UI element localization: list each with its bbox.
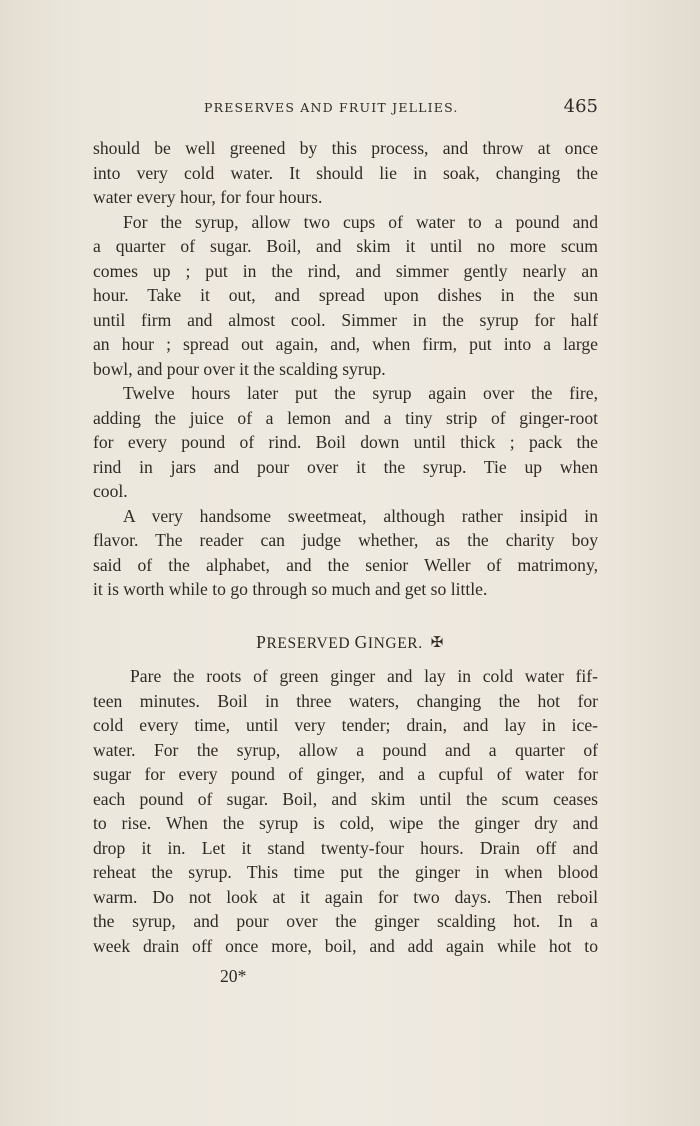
text-line: comes up ; put in the rind, and simmer gently nearly an	[93, 260, 598, 281]
text-line: For the syrup, allow two cups of water to a pound and	[123, 211, 598, 232]
text-line: a quarter of sugar. Boil, and skim it until no more scum	[93, 236, 598, 256]
text-line: for every pound of rind. Boil down until thick ; pack the	[93, 432, 598, 452]
text-line: cool.	[93, 481, 128, 501]
section-heading	[0, 632, 700, 653]
text-line: said of the alphabet, and the senior Weller of matrimony,	[93, 554, 598, 575]
text-line: Twelve hours later put the syrup again over the fire,	[123, 383, 598, 403]
text-line: rind in jars and pour over it the syrup. Tie up when	[93, 456, 598, 477]
text-line: the syrup, and pour over the ginger scalding hot. In a	[93, 911, 598, 931]
text-line: hour. Take it out, and spread upon dishes in the sun	[93, 285, 598, 305]
text-line: A very handsome sweetmeat, although rather insipid in	[123, 505, 598, 526]
text-line: it is worth while to go through so much and get so little.	[93, 579, 488, 599]
heading-text: RESERVED	[266, 635, 355, 652]
text-line: water. For the syrup, allow a pound and a quarter of	[93, 739, 598, 760]
text-line: teen minutes. Boil in three waters, changing the hot for	[93, 690, 598, 711]
text-line: each pound of sugar. Boil, and skim until the scum ceases	[93, 788, 598, 809]
body-text-section-2	[93, 664, 598, 958]
text-line: Pare the roots of green ginger and lay in cold water fif-	[130, 666, 598, 686]
text-line: bowl, and pour over it the scalding syrup.	[93, 358, 386, 379]
page-number: 465	[563, 96, 598, 117]
text-line: warm. Do not look at it again for two days. Then reboil	[93, 886, 598, 907]
heading-initial: P	[256, 632, 267, 652]
text-line: to rise. When the syrup is cold, wipe the ginger dry and	[93, 813, 598, 833]
text-line: flavor. The reader can judge whether, as the charity boy	[93, 530, 598, 550]
body-text-section-1	[93, 136, 598, 602]
text-line: week drain off once more, boil, and add again while hot to	[93, 935, 598, 956]
text-line: an hour ; spread out again, and, when firm, put into a large	[93, 334, 598, 354]
text-line: cold every time, until very tender; drain, and lay in ice-	[93, 715, 598, 735]
running-head	[204, 96, 598, 120]
heading-initial: G	[354, 632, 368, 652]
cross-ornament-icon: ✠	[430, 635, 444, 651]
text-line: reheat the syrup. This time put the ginger in when blood	[93, 862, 598, 882]
text-line: water every hour, for four hours.	[93, 187, 323, 207]
text-line: sugar for every pound of ginger, and a cupful of water for	[93, 764, 598, 784]
heading-text: INGER.	[367, 635, 423, 652]
text-line: drop it in. Let it stand twenty-four hours. Drain off and	[93, 837, 598, 858]
running-title: PRESERVES AND FRUIT JELLIES.	[204, 100, 459, 115]
signature-mark: 20*	[220, 966, 247, 986]
text-line: adding the juice of a lemon and a tiny strip of ginger-root	[93, 407, 598, 428]
text-line: should be well greened by this process, and throw at once	[93, 138, 598, 158]
text-line: into very cold water. It should lie in soak, changing the	[93, 162, 598, 183]
text-line: until firm and almost cool. Simmer in the syrup for half	[93, 309, 598, 330]
